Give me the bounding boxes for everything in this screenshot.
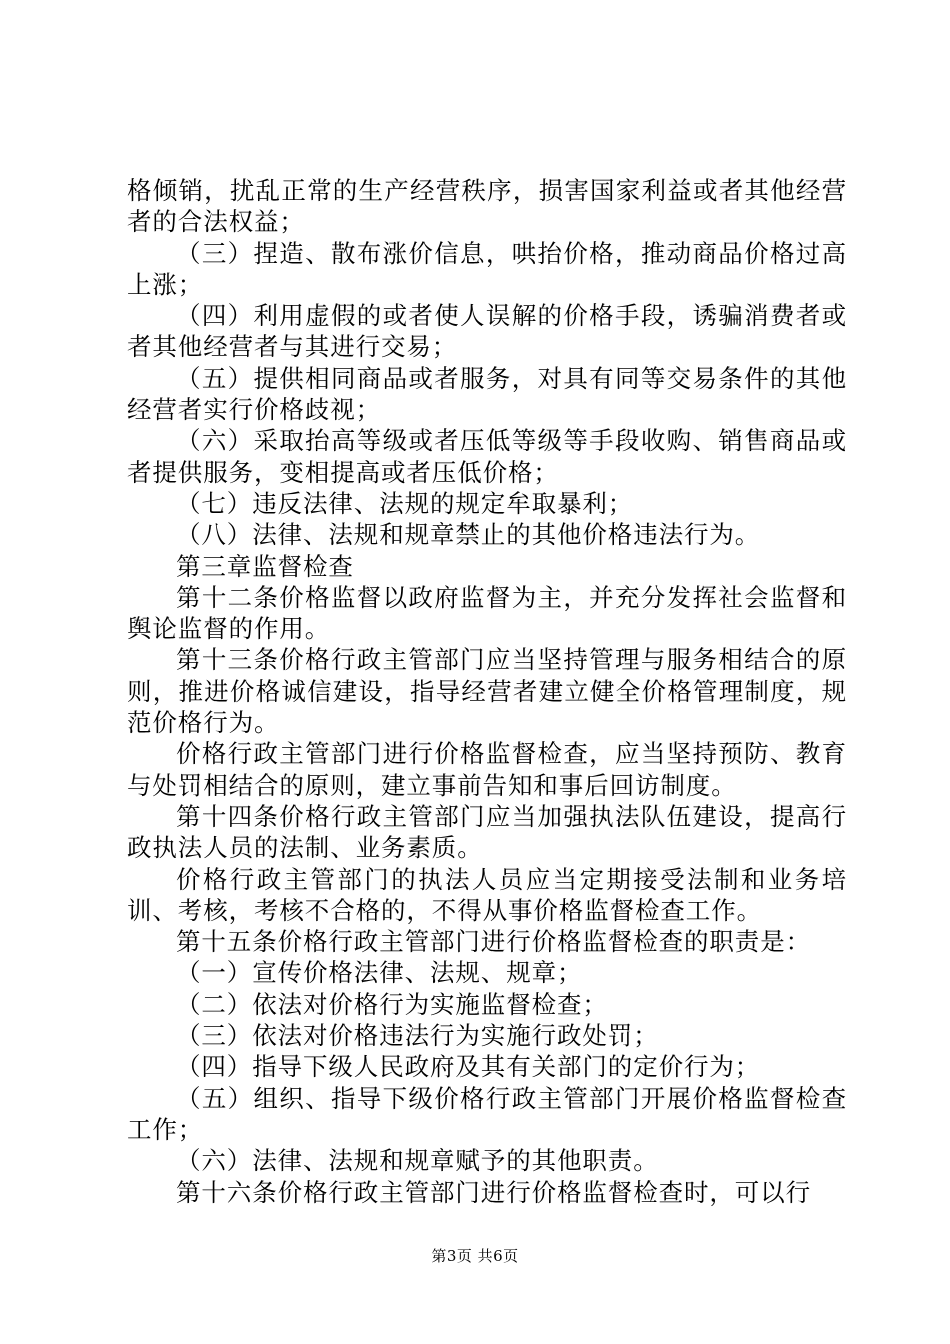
paragraph: 第十五条价格行政主管部门进行价格监督检查的职责是： (176, 927, 811, 957)
paragraph: （六）法律、法规和规章赋予的其他职责。 (176, 1146, 659, 1176)
paragraph: （三）依法对价格违法行为实施行政处罚； (176, 1021, 659, 1051)
paragraph: （二）依法对价格行为实施监督检查； (176, 989, 608, 1019)
paragraph: 第十三条价格行政主管部门应当坚持管理与服务相结合的原则，推进价格诚信建设，指导经营者建立健全价格管理制度，规范价格行为。 (127, 645, 847, 738)
paragraph: （七）违反法律、法规的规定牟取暴利； (176, 488, 634, 518)
paragraph: （四）利用虚假的或者使人误解的价格手段，诱骗消费者或者其他经营者与其进行交易； (127, 301, 847, 362)
paragraph: （三）捏造、散布涨价信息，哄抬价格，推动商品价格过高上涨； (127, 238, 847, 299)
paragraph: 格倾销，扰乱正常的生产经营秩序，损害国家利益或者其他经营者的合法权益； (127, 176, 847, 237)
paragraph: （五）提供相同商品或者服务，对具有同等交易条件的其他经营者实行价格歧视； (127, 363, 847, 425)
paragraph: 第十四条价格行政主管部门应当加强执法队伍建设，提高行政执法人员的法制、业务素质。 (127, 801, 847, 863)
paragraph: 价格行政主管部门进行价格监督检查，应当坚持预防、教育与处罚相结合的原则，建立事前告知和事后回访制度。 (127, 739, 847, 800)
paragraph: （一）宣传价格法律、法规、规章； (176, 958, 583, 988)
paragraph: （六）采取抬高等级或者压低等级等手段收购、销售商品或者提供服务，变相提高或者压低价格； (127, 426, 847, 487)
paragraph: （五）组织、指导下级价格行政主管部门开展价格监督检查工作； (127, 1083, 847, 1144)
paragraph: 第十二条价格监督以政府监督为主，并充分发挥社会监督和舆论监督的作用。 (127, 582, 847, 644)
paragraph: 价格行政主管部门的执法人员应当定期接受法制和业务培训、考核，考核不合格的，不得从事价格监督检查工作。 (127, 864, 847, 925)
paragraph: 第十六条价格行政主管部门进行价格监督检查时，可以行 (176, 1177, 811, 1207)
paragraph: （八）法律、法规和规章禁止的其他价格违法行为。 (176, 520, 761, 550)
document-body (127, 175, 847, 1208)
paragraph: （四）指导下级人民政府及其有关部门的定价行为； (176, 1052, 761, 1082)
page-footer: 第3页 共6页 (431, 1247, 519, 1265)
paragraph: 第三章监督检查 (176, 551, 354, 581)
